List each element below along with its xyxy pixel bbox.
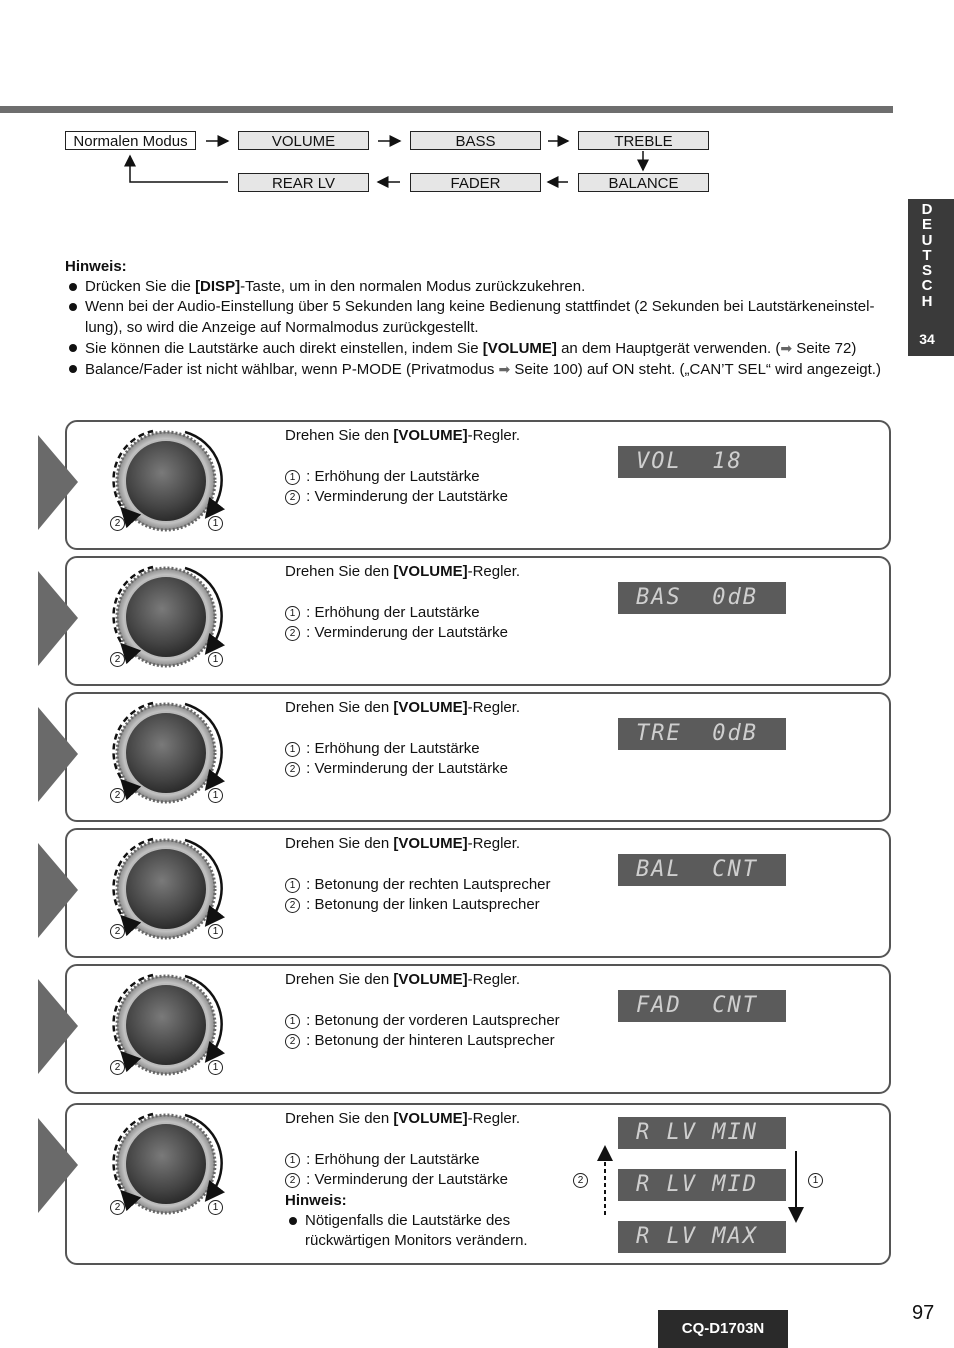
step-instructions <box>285 970 615 1052</box>
note-item: Wenn bei der Audio-Einstellung über 5 Sekunden lang keine Bedienung stattfindet (2 Sekunden bei Lautstärkeneinstel-lung), so wird die Anzeige auf Normalmodus zurückgestellt. <box>65 297 895 338</box>
page-number: 97 <box>912 1302 935 1324</box>
step-option-1: 1 : Betonung der rechten Lautsprecher <box>285 875 615 895</box>
marker-2-icon: 2 <box>110 652 125 667</box>
marker-1-icon: 1 <box>208 924 223 939</box>
marker-1-icon: 1 <box>285 878 300 893</box>
flow-arrows <box>0 0 954 200</box>
step-chevron-icon <box>38 843 78 938</box>
arrow-right-icon: ➡ <box>780 339 793 356</box>
side-tab-letter: E <box>921 216 932 234</box>
step-option-1: 1 : Erhöhung der Lautstärke <box>285 603 615 623</box>
marker-1-icon: 1 <box>208 788 223 803</box>
step-option-2: 2 : Betonung der linken Lautsprecher <box>285 895 615 915</box>
side-tab-letter: S <box>921 262 932 280</box>
marker-1-icon: 1 <box>808 1173 823 1188</box>
marker-1-icon: 1 <box>285 606 300 621</box>
marker-2-icon: 2 <box>285 490 300 505</box>
flow-fader: FADER <box>410 173 541 192</box>
side-tab-letter: H <box>921 292 933 310</box>
step-panel <box>65 828 891 958</box>
step-option-2: 2 : Betonung der hinteren Lautsprecher <box>285 1031 615 1051</box>
model-badge: CQ-D1703N <box>658 1310 788 1348</box>
step-chevron-icon <box>38 435 78 530</box>
step-panel <box>65 964 891 1094</box>
marker-2-icon: 2 <box>110 516 125 531</box>
lcd-display: R LV MIN <box>618 1117 786 1149</box>
marker-2-icon: 2 <box>285 1034 300 1049</box>
step-option-1: 1 : Betonung der vorderen Lautsprecher <box>285 1011 615 1031</box>
side-tab-letter: T <box>922 246 932 264</box>
step-option-1: 1 : Erhöhung der Lautstärke <box>285 467 615 487</box>
step-panel <box>65 692 891 822</box>
marker-1-icon: 1 <box>285 1153 300 1168</box>
side-tab-letter: U <box>921 231 933 249</box>
flow-treble: TREBLE <box>578 131 709 150</box>
marker-2-icon: 2 <box>285 1173 300 1188</box>
lcd-display: BAS 0dB <box>618 582 786 614</box>
note-item: Sie können die Lautstärke auch direkt einstellen, indem Sie [VOLUME] an dem Hauptgerät verwenden. (➡ Seite 72) <box>65 338 895 359</box>
flow-volume: VOLUME <box>238 131 369 150</box>
lcd-display: BAL CNT <box>618 854 786 886</box>
step-instructions <box>285 562 615 644</box>
step-panel <box>65 420 891 550</box>
marker-1-icon: 1 <box>285 742 300 757</box>
step-lead: Drehen Sie den [VOLUME]-Regler. <box>285 1110 521 1127</box>
step-option-2: 2 : Verminderung der Lautstärke <box>285 487 615 507</box>
step-option-2: 2 : Verminderung der Lautstärke <box>285 623 615 643</box>
language-side-tab <box>908 199 954 356</box>
section-page-number: 34 <box>919 331 935 347</box>
step-hint-title: Hinweis: <box>285 1191 347 1209</box>
side-tab-letter: C <box>921 277 933 295</box>
step-chevron-icon <box>38 707 78 802</box>
note-item: Drücken Sie die [DISP]-Taste, um in den normalen Modus zurückzukehren. <box>65 277 895 297</box>
step-chevron-icon <box>38 1118 78 1213</box>
notes-title: Hinweis: <box>65 258 127 275</box>
marker-2-icon: 2 <box>285 626 300 641</box>
note-item: Balance/Fader ist nicht wählbar, wenn P-MODE (Privatmodus ➡ Seite 100) auf ON steht. („CAN’T SEL“ wird angezeigt.) <box>65 359 895 380</box>
step-lead: Drehen Sie den [VOLUME]-Regler. <box>285 971 521 988</box>
marker-1-icon: 1 <box>208 516 223 531</box>
marker-2-icon: 2 <box>110 924 125 939</box>
step-option-2: 2 : Verminderung der Lautstärke <box>285 1170 615 1190</box>
side-tab-letter: D <box>921 201 933 218</box>
flow-balance: BALANCE <box>578 173 709 192</box>
marker-1-icon: 1 <box>285 1014 300 1029</box>
step-option-1: 1 : Erhöhung der Lautstärke <box>285 739 615 759</box>
step-lead: Drehen Sie den [VOLUME]-Regler. <box>285 563 521 580</box>
marker-1-icon: 1 <box>208 1200 223 1215</box>
step-option-1: 1 : Erhöhung der Lautstärke <box>285 1150 615 1170</box>
marker-2-icon: 2 <box>110 1200 125 1215</box>
marker-1-icon: 1 <box>208 1060 223 1075</box>
marker-1-icon: 1 <box>285 470 300 485</box>
marker-2-icon: 2 <box>110 788 125 803</box>
arrow-right-icon: ➡ <box>498 361 511 378</box>
step-panel <box>65 1103 891 1265</box>
notes-list <box>65 277 895 380</box>
step-lead: Drehen Sie den [VOLUME]-Regler. <box>285 835 521 852</box>
lcd-display: TRE 0dB <box>618 718 786 750</box>
flow-normal-mode: Normalen Modus <box>65 131 196 150</box>
step-lead: Drehen Sie den [VOLUME]-Regler. <box>285 427 521 444</box>
step-chevron-icon <box>38 571 78 666</box>
step-instructions <box>285 834 615 916</box>
marker-2-icon: 2 <box>573 1173 588 1188</box>
marker-2-icon: 2 <box>285 898 300 913</box>
step-lead: Drehen Sie den [VOLUME]-Regler. <box>285 699 521 716</box>
marker-2-icon: 2 <box>110 1060 125 1075</box>
step-instructions <box>285 426 615 508</box>
lcd-display: R LV MAX <box>618 1221 786 1253</box>
lcd-display: VOL 18 <box>618 446 786 478</box>
marker-2-icon: 2 <box>285 762 300 777</box>
step-chevron-icon <box>38 979 78 1074</box>
lcd-display: R LV MID <box>618 1169 786 1201</box>
level-arrows <box>67 1105 893 1267</box>
flow-rear-lv: REAR LV <box>238 173 369 192</box>
step-panel <box>65 556 891 686</box>
step-option-2: 2 : Verminderung der Lautstärke <box>285 759 615 779</box>
marker-1-icon: 1 <box>208 652 223 667</box>
flow-bass: BASS <box>410 131 541 150</box>
step-instructions <box>285 698 615 780</box>
lcd-display: FAD CNT <box>618 990 786 1022</box>
step-hint-text: Nötigenfalls die Lautstärke des rückwärtigen Monitors verändern. <box>285 1211 555 1252</box>
